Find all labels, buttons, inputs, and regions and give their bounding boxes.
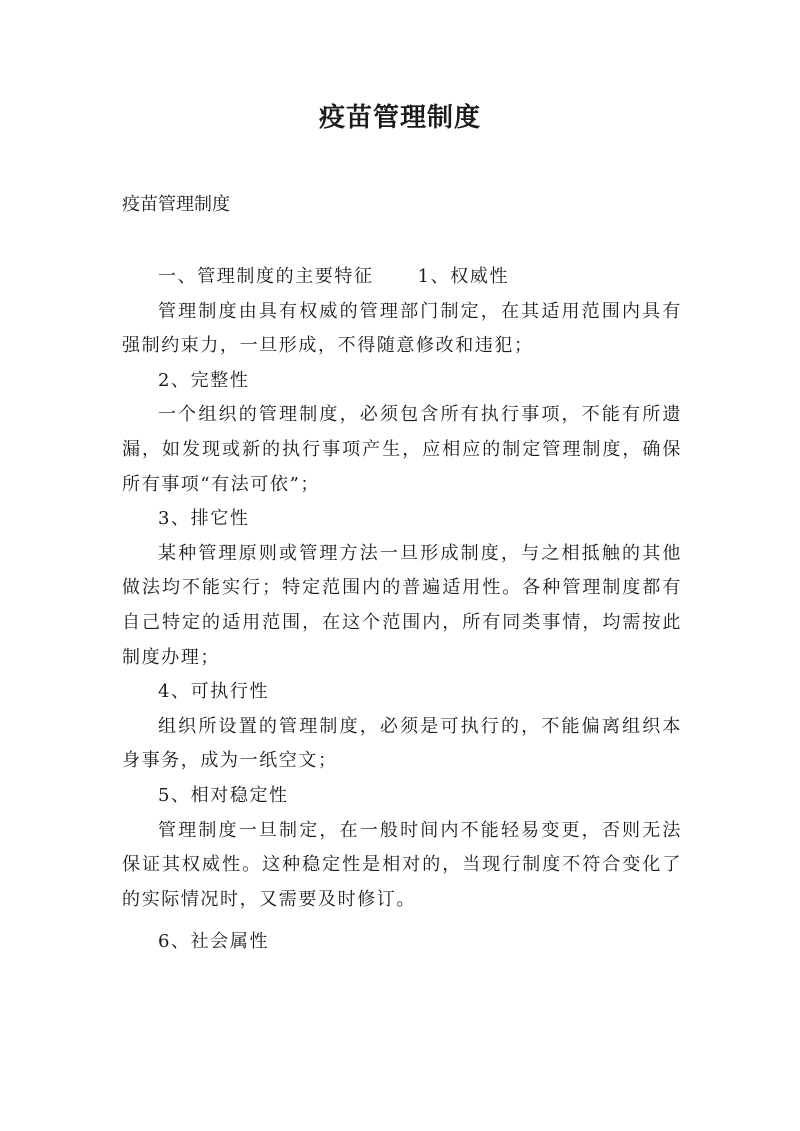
item-text-1: 管理制度由具有权威的管理部门制定，在其适用范围内具有强制约束力，一旦形成，不得随意修改和违犯； [122,300,682,357]
document-subtitle: 疫苗管理制度 [122,194,230,215]
item-heading-6: 6、社会属性 [158,931,270,953]
item-heading-4: 4、可执行性 [158,681,270,703]
item-heading-5: 5、相对稳定性 [158,784,289,806]
item-heading-2: 2、完整性 [158,369,250,391]
item-text-2: 一个组织的管理制度，必须包含所有执行事项，不能有所遗漏，如发现或新的执行事项产生，应相应的制定管理制度，确保所有事项“有法可依”； [122,404,682,495]
item-text-3: 某种管理原则或管理方法一旦形成制度，与之相抵触的其他做法均不能实行；特定范围内的普遍适用性。各种管理制度都有自己特定的适用范围，在这个范围内，所有同类事情，均需按此制度办理； [122,542,682,668]
document-body [122,260,682,960]
item-text-5: 管理制度一旦制定，在一般时间内不能轻易变更，否则无法保证其权威性。这种稳定性是相对的，当现行制度不符合变化了的实际情况时，又需要及时修订。 [122,819,682,910]
item-heading-1: 1、权威性 [417,266,510,287]
section-heading-line [122,260,682,295]
document-title: 疫苗管理制度 [318,103,481,133]
item-text-4: 组织所设置的管理制度，必须是可执行的，不能偏离组织本身事务，成为一纸空文； [122,715,682,772]
item-heading-3: 3、排它性 [158,508,250,530]
section-heading: 一、管理制度的主要特征 [158,266,374,287]
